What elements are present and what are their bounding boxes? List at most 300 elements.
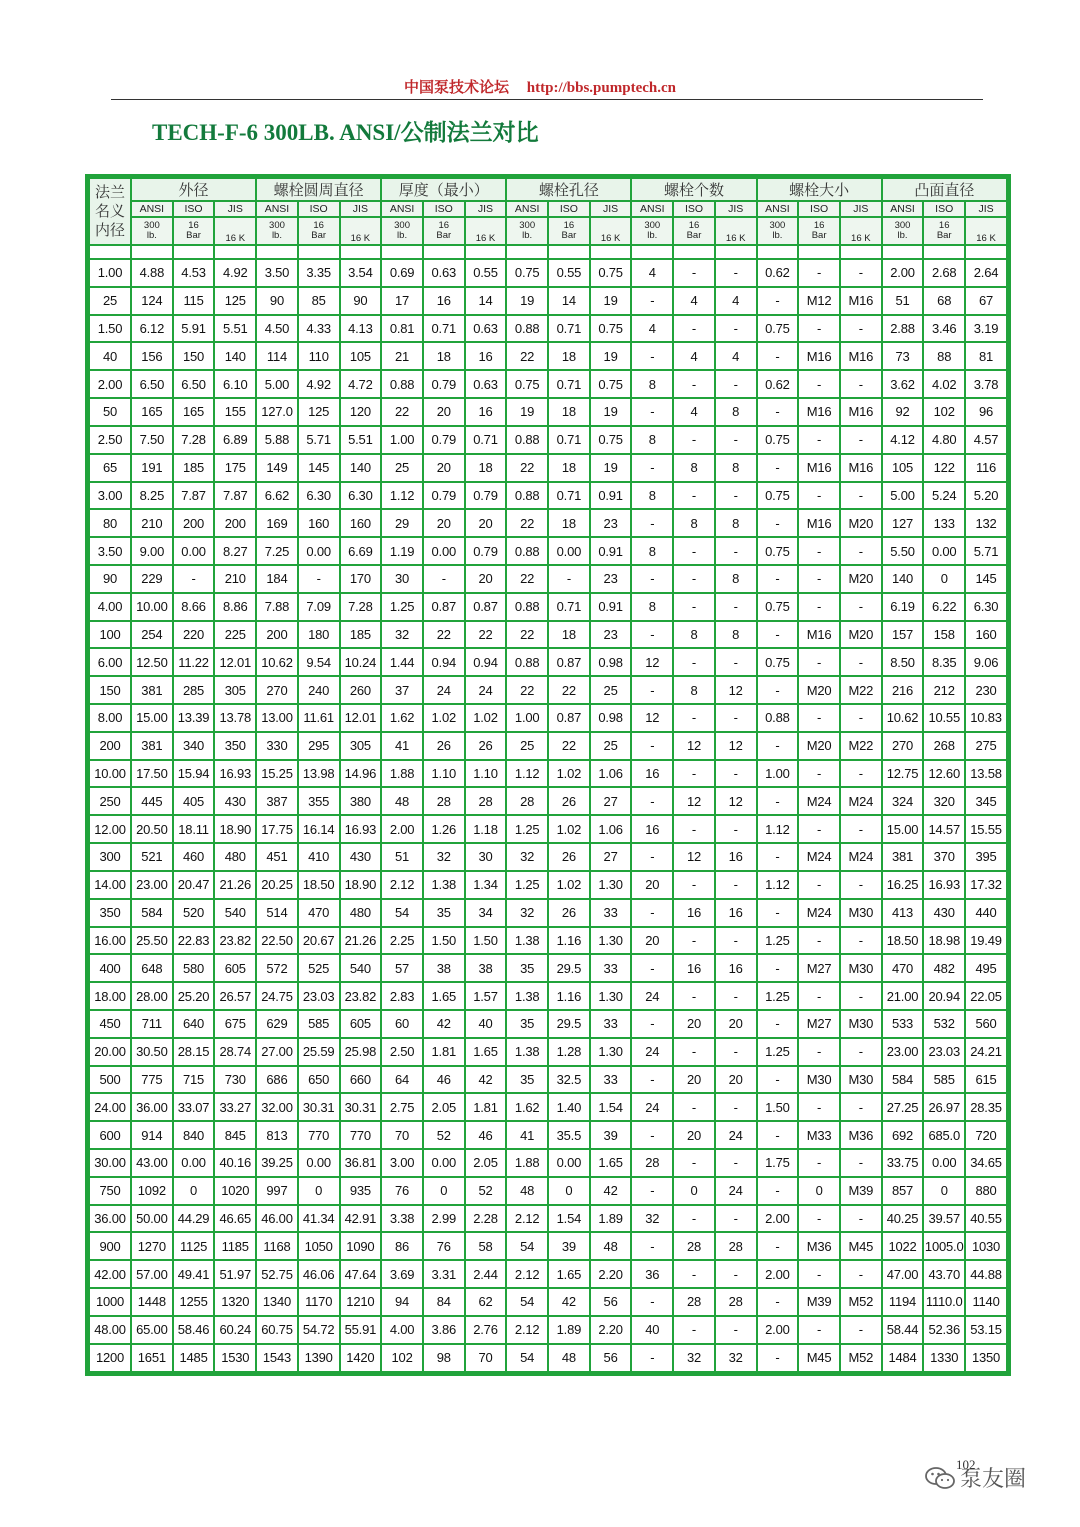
table-cell: 8.86 — [214, 593, 256, 621]
table-cell: 857 — [882, 1177, 924, 1205]
table-cell: 10.83 — [965, 704, 1007, 732]
table-cell: 1185 — [214, 1232, 256, 1260]
table-row — [89, 927, 1007, 955]
table-cell: 1.65 — [465, 1038, 507, 1066]
table-cell: 13.98 — [298, 760, 340, 788]
table-cell: - — [715, 1093, 757, 1121]
spacer-cell — [840, 245, 882, 259]
table-cell: 0.00 — [173, 1149, 215, 1177]
table-cell: 2.68 — [923, 259, 965, 287]
table-cell: 0.88 — [506, 426, 548, 454]
table-cell: 46 — [423, 1066, 465, 1094]
table-cell: 27.00 — [256, 1038, 298, 1066]
table-cell: 51 — [381, 843, 423, 871]
table-row — [89, 732, 1007, 760]
table-cell: - — [840, 760, 882, 788]
table-cell: 28 — [673, 1232, 715, 1260]
nominal-size-cell: 14.00 — [89, 871, 131, 899]
table-cell: M22 — [840, 676, 882, 704]
table-cell: 1030 — [965, 1232, 1007, 1260]
header-rating — [340, 217, 382, 245]
table-cell: 33 — [590, 899, 632, 927]
header-standard: ISO — [173, 201, 215, 217]
table-cell: 12 — [673, 787, 715, 815]
table-cell: 19.49 — [965, 927, 1007, 955]
table-cell: 46 — [465, 1121, 507, 1149]
table-cell: 25.98 — [340, 1038, 382, 1066]
table-cell: 460 — [173, 843, 215, 871]
table-cell: - — [840, 648, 882, 676]
table-cell: - — [798, 1149, 840, 1177]
table-cell: 20 — [631, 871, 673, 899]
table-cell: - — [673, 704, 715, 732]
table-cell: 4.88 — [131, 259, 173, 287]
table-cell: - — [798, 815, 840, 843]
table-cell: 25.50 — [131, 927, 173, 955]
table-cell: 525 — [298, 954, 340, 982]
table-cell: - — [673, 927, 715, 955]
table-cell: 2.88 — [882, 315, 924, 343]
table-cell: - — [673, 1316, 715, 1344]
table-cell: - — [715, 815, 757, 843]
table-cell: 3.00 — [381, 1149, 423, 1177]
table-cell: - — [798, 1093, 840, 1121]
table-cell: 25.20 — [173, 982, 215, 1010]
table-row — [89, 287, 1007, 315]
table-cell: 5.00 — [882, 482, 924, 510]
header-group: 螺栓圆周直径 — [256, 178, 381, 201]
header-rating — [757, 217, 799, 245]
table-cell: - — [840, 982, 882, 1010]
corner-line: 名义 — [94, 202, 125, 220]
table-cell: 2.12 — [506, 1205, 548, 1233]
table-cell: - — [631, 1121, 673, 1149]
table-cell: 1.62 — [506, 1093, 548, 1121]
table-cell: 28.15 — [173, 1038, 215, 1066]
table-cell: 240 — [298, 676, 340, 704]
table-cell: 67 — [965, 287, 1007, 315]
table-cell: - — [840, 1205, 882, 1233]
table-cell: 12.01 — [340, 704, 382, 732]
table-cell: 0.75 — [590, 370, 632, 398]
table-cell: 1.18 — [465, 815, 507, 843]
table-cell: M20 — [798, 732, 840, 760]
spacer-cell — [131, 245, 173, 259]
table-cell: 3.46 — [923, 315, 965, 343]
table-cell: 36.81 — [340, 1149, 382, 1177]
nominal-size-cell: 100 — [89, 621, 131, 649]
table-cell: 20.67 — [298, 927, 340, 955]
table-cell: 58.46 — [173, 1316, 215, 1344]
header-rating — [715, 217, 757, 245]
table-cell: 81 — [965, 342, 1007, 370]
table-cell: 540 — [340, 954, 382, 982]
table-cell: 28 — [715, 1288, 757, 1316]
table-cell: 20 — [673, 1066, 715, 1094]
table-cell: 88 — [923, 342, 965, 370]
table-cell: 28 — [715, 1232, 757, 1260]
table-cell: 160 — [298, 509, 340, 537]
table-cell: 1485 — [173, 1344, 215, 1372]
table-cell: M52 — [840, 1344, 882, 1372]
table-cell: 0 — [798, 1177, 840, 1205]
rating-line: lb. — [397, 230, 408, 241]
table-cell: 140 — [882, 565, 924, 593]
table-cell: - — [631, 676, 673, 704]
table-cell: 3.31 — [423, 1260, 465, 1288]
table-cell: 0.79 — [423, 370, 465, 398]
table-row — [89, 1093, 1007, 1121]
table-row — [89, 1316, 1007, 1344]
table-cell: 40 — [465, 1010, 507, 1038]
table-row — [89, 1066, 1007, 1094]
table-cell: 229 — [131, 565, 173, 593]
table-cell: 116 — [965, 454, 1007, 482]
table-cell: 20 — [465, 509, 507, 537]
table-cell: M45 — [798, 1344, 840, 1372]
table-cell: 1.25 — [381, 593, 423, 621]
table-cell: 813 — [256, 1121, 298, 1149]
table-cell: 0.55 — [465, 259, 507, 287]
table-cell: 54 — [506, 1344, 548, 1372]
table-row — [89, 899, 1007, 927]
table-cell: 14 — [465, 287, 507, 315]
table-cell: 533 — [882, 1010, 924, 1038]
table-cell: M22 — [840, 732, 882, 760]
table-cell: 12 — [715, 676, 757, 704]
table-cell: M20 — [840, 565, 882, 593]
table-cell: 1320 — [214, 1288, 256, 1316]
table-cell: - — [673, 760, 715, 788]
spacer-cell — [465, 245, 507, 259]
table-cell: M45 — [840, 1232, 882, 1260]
table-cell: 0.71 — [548, 315, 590, 343]
table-cell: - — [631, 1232, 673, 1260]
table-cell: 4 — [673, 342, 715, 370]
table-cell: 0.94 — [423, 648, 465, 676]
table-cell: 43.00 — [131, 1149, 173, 1177]
table-cell: - — [798, 982, 840, 1010]
table-cell: 9.06 — [965, 648, 1007, 676]
table-cell: 6.30 — [340, 482, 382, 510]
table-cell: 16 — [673, 899, 715, 927]
table-cell: 1.10 — [423, 760, 465, 788]
nominal-size-cell: 400 — [89, 954, 131, 982]
table-cell: - — [840, 815, 882, 843]
table-cell: 25 — [506, 732, 548, 760]
header-standard: ISO — [298, 201, 340, 217]
table-cell: 165 — [173, 398, 215, 426]
table-cell: 13.39 — [173, 704, 215, 732]
table-cell: 1.25 — [506, 815, 548, 843]
table-cell: 15.94 — [173, 760, 215, 788]
table-cell: - — [715, 1205, 757, 1233]
table-cell: 200 — [256, 621, 298, 649]
table-cell: - — [673, 537, 715, 565]
table-cell: - — [757, 1177, 799, 1205]
nominal-size-cell: 500 — [89, 1066, 131, 1094]
table-cell: 28 — [631, 1149, 673, 1177]
table-cell: 156 — [131, 342, 173, 370]
table-cell: 1270 — [131, 1232, 173, 1260]
table-cell: 212 — [923, 676, 965, 704]
table-cell: 56 — [590, 1344, 632, 1372]
spacer-cell — [298, 245, 340, 259]
table-cell: - — [673, 1149, 715, 1177]
table-cell: 5.20 — [965, 482, 1007, 510]
table-cell: 16 — [673, 954, 715, 982]
table-cell: 413 — [882, 899, 924, 927]
table-cell: 6.10 — [214, 370, 256, 398]
table-cell: 132 — [965, 509, 1007, 537]
table-cell: 1.40 — [548, 1093, 590, 1121]
table-cell: - — [673, 259, 715, 287]
table-cell: 42 — [465, 1066, 507, 1094]
header-rating — [173, 217, 215, 245]
header-standard: ISO — [798, 201, 840, 217]
table-cell: 1.57 — [465, 982, 507, 1010]
table-cell: 451 — [256, 843, 298, 871]
table-cell: 60.24 — [214, 1316, 256, 1344]
header-standard: JIS — [590, 201, 632, 217]
table-cell: 0.71 — [548, 370, 590, 398]
table-cell: 22 — [548, 732, 590, 760]
table-cell: 30.50 — [131, 1038, 173, 1066]
table-cell: 270 — [256, 676, 298, 704]
table-row — [89, 1344, 1007, 1372]
table-cell: 51 — [882, 287, 924, 315]
table-cell: 686 — [256, 1066, 298, 1094]
table-cell: M36 — [840, 1121, 882, 1149]
nominal-size-cell: 18.00 — [89, 982, 131, 1010]
table-cell: 28 — [506, 787, 548, 815]
table-cell: 18.98 — [923, 927, 965, 955]
table-cell: 28 — [423, 787, 465, 815]
table-cell: 22 — [381, 398, 423, 426]
table-cell: 28 — [465, 787, 507, 815]
table-cell: 6.19 — [882, 593, 924, 621]
table-cell: 191 — [131, 454, 173, 482]
table-cell: 115 — [173, 287, 215, 315]
table-cell: 5.24 — [923, 482, 965, 510]
table-cell: - — [757, 843, 799, 871]
table-cell: 560 — [965, 1010, 1007, 1038]
table-cell: 2.25 — [381, 927, 423, 955]
table-cell: 24 — [715, 1177, 757, 1205]
table-cell: 260 — [340, 676, 382, 704]
table-cell: 24 — [715, 1121, 757, 1149]
rating-line: 16 K — [725, 233, 746, 244]
table-row — [89, 648, 1007, 676]
table-cell: 21.26 — [214, 871, 256, 899]
table-cell: 16 — [715, 954, 757, 982]
table-cell: 32 — [506, 843, 548, 871]
table-cell: 410 — [298, 843, 340, 871]
table-row — [89, 1205, 1007, 1233]
nominal-size-cell: 1200 — [89, 1344, 131, 1372]
table-cell: 12.75 — [882, 760, 924, 788]
table-cell: 23.00 — [131, 871, 173, 899]
table-cell: 2.50 — [381, 1038, 423, 1066]
table-cell: 29 — [381, 509, 423, 537]
table-cell: 520 — [173, 899, 215, 927]
nominal-size-cell: 900 — [89, 1232, 131, 1260]
table-cell: 7.88 — [256, 593, 298, 621]
table-cell: - — [757, 732, 799, 760]
header-standard: ANSI — [381, 201, 423, 217]
table-cell: 46.06 — [298, 1260, 340, 1288]
table-cell: 18 — [465, 454, 507, 482]
table-cell: M39 — [798, 1288, 840, 1316]
table-cell: 1.02 — [465, 704, 507, 732]
table-cell: 17 — [381, 287, 423, 315]
table-cell: - — [673, 482, 715, 510]
table-cell: - — [631, 787, 673, 815]
rating-line: Bar — [936, 230, 952, 241]
table-cell: 24 — [631, 1038, 673, 1066]
nominal-size-cell: 6.00 — [89, 648, 131, 676]
table-cell: 42 — [590, 1177, 632, 1205]
table-cell: - — [757, 509, 799, 537]
rating-line: 16 K — [851, 233, 871, 244]
table-cell: 8.66 — [173, 593, 215, 621]
table-cell: - — [631, 1010, 673, 1038]
table-cell: 1.81 — [423, 1038, 465, 1066]
table-cell: 12 — [631, 648, 673, 676]
table-cell: 9.54 — [298, 648, 340, 676]
table-cell: 2.75 — [381, 1093, 423, 1121]
table-cell: 16.93 — [214, 760, 256, 788]
table-cell: 1.30 — [590, 871, 632, 899]
table-cell: 12 — [715, 787, 757, 815]
table-cell: 381 — [131, 732, 173, 760]
rating-line: Bar — [811, 230, 827, 241]
rating-line: 300 — [519, 220, 536, 231]
spacer-cell — [381, 245, 423, 259]
spacer-cell — [214, 245, 256, 259]
table-cell: - — [673, 1205, 715, 1233]
table-row — [89, 565, 1007, 593]
table-cell: 20 — [423, 509, 465, 537]
table-cell: 47.64 — [340, 1260, 382, 1288]
table-cell: - — [840, 871, 882, 899]
table-cell: 41 — [506, 1121, 548, 1149]
site-url[interactable]: http://bbs.pumptech.cn — [526, 80, 676, 96]
table-cell: 7.25 — [256, 537, 298, 565]
table-cell: 1170 — [298, 1288, 340, 1316]
table-cell: 14.96 — [340, 760, 382, 788]
table-cell: 76 — [381, 1177, 423, 1205]
table-cell: 1.25 — [757, 927, 799, 955]
table-cell: 185 — [340, 621, 382, 649]
table-cell: 20.50 — [131, 815, 173, 843]
table-cell: 0.71 — [465, 426, 507, 454]
table-cell: 18 — [548, 454, 590, 482]
table-cell: 8 — [631, 537, 673, 565]
table-cell: 17.50 — [131, 760, 173, 788]
page-number: 102 — [956, 1457, 976, 1472]
table-row — [89, 1010, 1007, 1038]
table-cell: 8 — [715, 565, 757, 593]
header-group: 厚度（最小） — [381, 178, 506, 201]
table-cell: 1.06 — [590, 815, 632, 843]
table-cell: - — [631, 1288, 673, 1316]
table-cell: 0.91 — [590, 482, 632, 510]
table-cell: 2.05 — [423, 1093, 465, 1121]
table-cell: 4 — [673, 287, 715, 315]
table-cell: 1.16 — [548, 927, 590, 955]
table-cell: 4.33 — [298, 315, 340, 343]
table-cell: 52.75 — [256, 1260, 298, 1288]
table-cell: 15.55 — [965, 815, 1007, 843]
table-cell: 53.15 — [965, 1316, 1007, 1344]
table-cell: 127 — [882, 509, 924, 537]
table-cell: 133 — [923, 509, 965, 537]
table-cell: 5.71 — [965, 537, 1007, 565]
table-cell: - — [798, 648, 840, 676]
table-cell: 770 — [298, 1121, 340, 1149]
table-cell: 29.5 — [548, 1010, 590, 1038]
table-cell: - — [798, 537, 840, 565]
table-cell: 20 — [715, 1066, 757, 1094]
table-cell: 7.28 — [340, 593, 382, 621]
header-group: 螺栓个数 — [631, 178, 756, 201]
table-cell: 12.01 — [214, 648, 256, 676]
table-cell: 25 — [590, 676, 632, 704]
table-cell: 8.27 — [214, 537, 256, 565]
table-cell: 1448 — [131, 1288, 173, 1316]
table-cell: 3.50 — [256, 259, 298, 287]
table-cell: 8 — [673, 509, 715, 537]
table-cell: 18 — [548, 509, 590, 537]
table-cell: 430 — [923, 899, 965, 927]
table-cell: 160 — [965, 621, 1007, 649]
table-cell: 1210 — [340, 1288, 382, 1316]
table-cell: 8.25 — [131, 482, 173, 510]
table-cell: 7.28 — [173, 426, 215, 454]
table-cell: 16.25 — [882, 871, 924, 899]
table-cell: 3.38 — [381, 1205, 423, 1233]
table-cell: 37 — [381, 676, 423, 704]
table-cell: - — [715, 259, 757, 287]
table-cell: 572 — [256, 954, 298, 982]
table-cell: 122 — [923, 454, 965, 482]
table-cell: 1090 — [340, 1232, 382, 1260]
table-cell: - — [840, 426, 882, 454]
table-cell: 43.70 — [923, 1260, 965, 1288]
header-standard: ANSI — [882, 201, 924, 217]
nominal-size-cell: 1000 — [89, 1288, 131, 1316]
table-cell: 395 — [965, 843, 1007, 871]
table-cell: 86 — [381, 1232, 423, 1260]
table-cell: 305 — [214, 676, 256, 704]
table-cell: M16 — [798, 398, 840, 426]
table-cell: 1.44 — [381, 648, 423, 676]
table-cell: 2.00 — [757, 1260, 799, 1288]
table-cell: 23.03 — [923, 1038, 965, 1066]
table-cell: 16 — [715, 899, 757, 927]
nominal-size-cell: 90 — [89, 565, 131, 593]
nominal-size-cell: 4.00 — [89, 593, 131, 621]
table-cell: 4 — [631, 315, 673, 343]
table-cell: 4.02 — [923, 370, 965, 398]
table-cell: 58 — [465, 1232, 507, 1260]
table-cell: 770 — [340, 1121, 382, 1149]
table-row — [89, 1121, 1007, 1149]
table-cell: 9.00 — [131, 537, 173, 565]
header-rating — [465, 217, 507, 245]
table-cell: 0.88 — [506, 315, 548, 343]
